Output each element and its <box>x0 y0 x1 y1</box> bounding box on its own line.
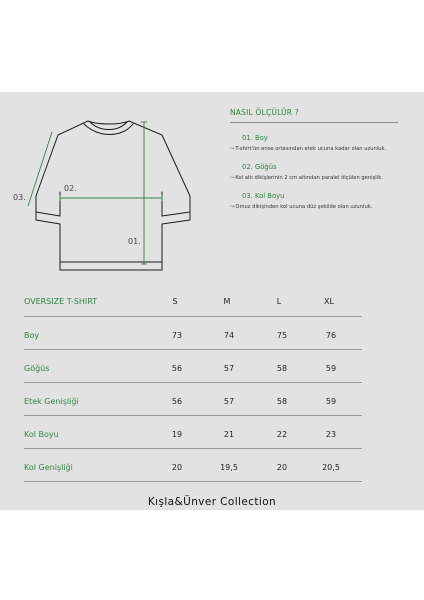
table-cell: 22 <box>276 430 288 439</box>
label-01: 01. <box>128 237 141 246</box>
arrow-icon: ↪ <box>230 175 235 181</box>
row-label: Boy <box>24 331 40 340</box>
table-row <box>24 317 362 350</box>
how-to-measure-title: NASIL ÖLÇÜLÜR ? <box>230 108 299 117</box>
label-02: 02. <box>64 184 77 193</box>
table-cell: 57 <box>223 364 235 373</box>
table-cell: 20 <box>276 463 288 472</box>
sleeve-line-03 <box>28 132 52 206</box>
table-row <box>24 350 362 383</box>
table-cell: 20,5 <box>322 463 340 472</box>
right-sleeve-hem <box>162 212 190 216</box>
table-cell: 56 <box>171 364 183 373</box>
table-cell: 56 <box>171 397 183 406</box>
divider <box>230 122 398 123</box>
table-cell: 75 <box>276 331 288 340</box>
row-label: Kol Boyu <box>24 430 59 439</box>
arrow-icon: ↪ <box>230 146 235 152</box>
table-cell: 59 <box>325 397 337 406</box>
table-cell: 74 <box>223 331 235 340</box>
arrow-icon: ↪ <box>230 204 235 210</box>
step-description: ↪T-shirt'ün ense ortasından etek ucuna kadar olan uzunluk. <box>230 146 387 152</box>
row-label: Etek Genişliği <box>24 397 79 406</box>
step-description: ↪Kol altı dikişlerinin 2 cm altından paralel ölçülen genişlik. <box>230 175 383 181</box>
table-cell: 58 <box>276 397 288 406</box>
table-cell: 76 <box>325 331 337 340</box>
size-header: M <box>223 297 231 306</box>
table-cell: 19 <box>171 430 183 439</box>
left-sleeve-hem <box>36 212 60 216</box>
tshirt-outline <box>36 121 190 270</box>
row-label: Göğüs <box>24 364 50 373</box>
table-cell: 58 <box>276 364 288 373</box>
table-header-row <box>24 294 362 317</box>
step-title: 03. Kol Boyu <box>242 192 285 200</box>
step-chest <box>230 163 420 181</box>
table-cell: 23 <box>325 430 337 439</box>
table-cell: 21 <box>223 430 235 439</box>
brand-name: Kışla&Ünver Collection <box>147 496 277 508</box>
step-title: 02. Göğüs <box>242 163 277 171</box>
step-description: ↪Omuz dikişinden kol ucuna düz şekilde olan uzunluk. <box>230 204 373 210</box>
table-cell: 19,5 <box>220 463 238 472</box>
table-cell: 73 <box>171 331 183 340</box>
table-row <box>24 449 362 482</box>
tshirt-diagram <box>0 92 230 292</box>
table-title: OVERSIZE T-SHIRT <box>24 297 98 306</box>
size-header: XL <box>324 297 334 306</box>
size-header: L <box>276 297 282 306</box>
table-row <box>24 416 362 449</box>
label-03: 03. <box>13 193 26 202</box>
how-to-measure <box>230 108 420 210</box>
table-row <box>24 383 362 416</box>
row-label: Kol Genişliği <box>24 463 73 472</box>
step-title: 01. Boy <box>242 134 268 142</box>
table-cell: 59 <box>325 364 337 373</box>
table-cell: 20 <box>171 463 183 472</box>
step-sleeve <box>230 192 420 210</box>
size-table <box>24 294 362 482</box>
size-header: S <box>172 297 178 306</box>
table-cell: 57 <box>223 397 235 406</box>
step-length <box>230 134 420 152</box>
